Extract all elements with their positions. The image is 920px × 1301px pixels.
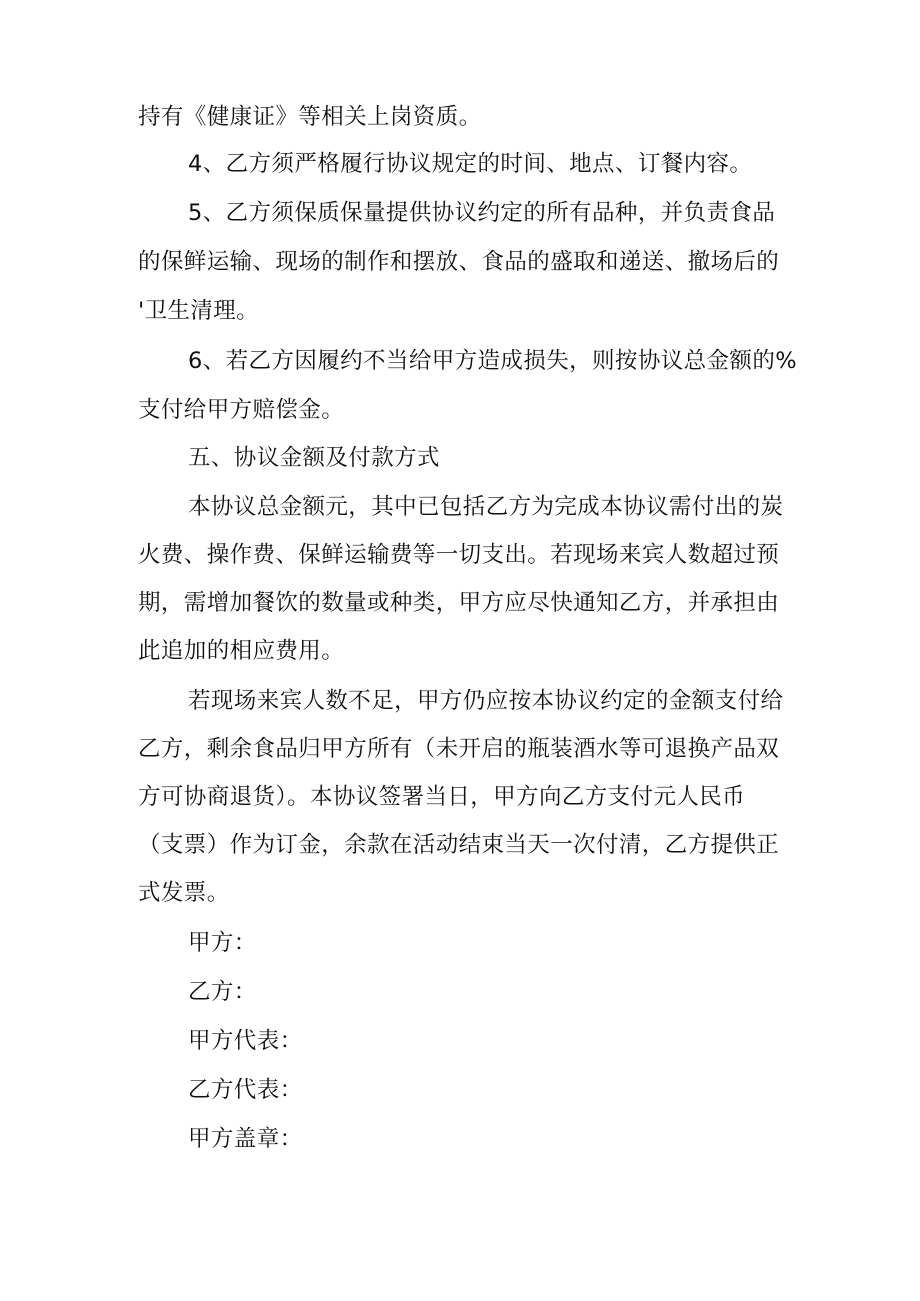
paragraph-insufficient-guests-line-1: 若现场来宾人数不足，甲方仍应按本协议约定的金额支付给	[188, 688, 784, 714]
paragraph-total-amount-line-4: 此追加的相应费用。	[138, 638, 345, 664]
paragraph-item-5-line-2: 的保鲜运输、现场的制作和摆放、食品的盛取和递送、撤场后的	[138, 249, 780, 275]
paragraph-item-5-line-3: '卫生清理。	[138, 298, 260, 324]
paragraph-item-6-line-1: 6、若乙方因履约不当给甲方造成损失，则按协议总金额的%	[188, 348, 797, 374]
signature-party-a: 甲方：	[188, 930, 257, 956]
paragraph-item-4-line-1: 4、乙方须严格履行协议规定的时间、地点、订餐内容。	[188, 151, 753, 177]
paragraph-total-amount-line-1: 本协议总金额元，其中已包括乙方为完成本协议需付出的炭	[188, 494, 784, 520]
paragraph-insufficient-guests-line-5: 式发票。	[138, 880, 230, 906]
signature-party-a-rep: 甲方代表：	[188, 1028, 303, 1054]
paragraph-total-amount-line-2: 火费、操作费、保鲜运输费等一切支出。若现场来宾人数超过预	[138, 542, 780, 568]
paragraph-insufficient-guests-line-2: 乙方，剩余食品归甲方所有（未开启的瓶装酒水等可退换产品双	[138, 736, 780, 762]
paragraph-health-cert-line-1: 持有《健康证》等相关上岗资质。	[138, 104, 482, 130]
paragraph-total-amount-line-3: 期，需增加餐饮的数量或种类，甲方应尽快通知乙方，并承担由	[138, 590, 780, 616]
signature-party-b: 乙方：	[188, 979, 257, 1005]
paragraph-item-6-line-2: 支付给甲方赔偿金。	[138, 397, 345, 423]
paragraph-insufficient-guests-line-4: （支票）作为订金，余款在活动结束当天一次付清，乙方提供正	[138, 832, 780, 858]
signature-party-b-rep: 乙方代表：	[188, 1077, 303, 1103]
section-heading-payment: 五、协议金额及付款方式	[188, 445, 440, 471]
paragraph-item-5-line-1: 5、乙方须保质保量提供协议约定的所有品种，并负责食品	[188, 200, 776, 226]
paragraph-insufficient-guests-line-3: 方可协商退货）。本协议签署当日，甲方向乙方支付元人民币	[138, 784, 746, 810]
signature-party-a-seal: 甲方盖章：	[188, 1126, 303, 1152]
